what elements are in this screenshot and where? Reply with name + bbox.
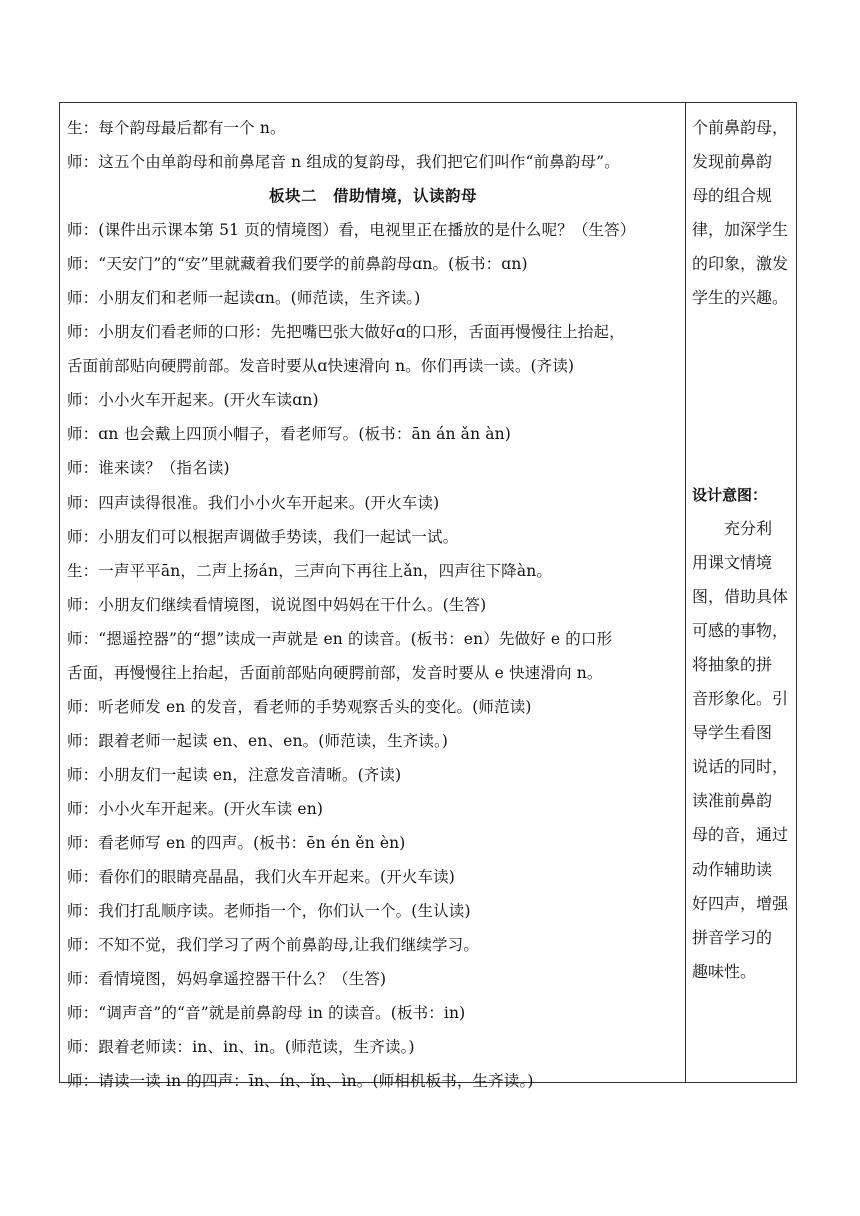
design-intent-title: 设计意图：	[692, 486, 768, 504]
dialogue-line: 师：听老师发 en 的发音，看老师的手势观察舌头的变化。(师范读)	[67, 697, 532, 716]
dialogue-line: 师：ɑn 也会戴上四顶小帽子，看老师写。(板书：ān án ǎn àn)	[67, 425, 512, 444]
design-intent-line: 图，借助具体	[692, 587, 789, 607]
lesson-table	[59, 102, 797, 1091]
design-intent-line: 好四声，增强	[692, 893, 789, 913]
dialogue-line: 师：小小火车开起来。(开火车读ɑn)	[67, 391, 319, 410]
design-note-line: 母的组合规	[692, 186, 773, 206]
design-intent-line: 趣味性。	[692, 961, 757, 981]
design-intent-line: 读准前鼻韵	[692, 791, 773, 811]
dialogue-line: 师：我们打乱顺序读。老师指一个，你们认一个。(生认读)	[67, 902, 471, 921]
dialogue-line: 师：四声读得很准。我们小小火车开起来。(开火车读)	[67, 493, 440, 512]
design-intent-first-line: 充分利	[724, 519, 773, 539]
dialogue-line: 师：小朋友们看老师的口形：先把嘴巴张大做好ɑ的口形，舌面再慢慢往上抬起，	[67, 323, 625, 342]
design-intent-line: 用课文情境	[692, 553, 773, 573]
column-divider	[685, 103, 686, 1082]
dialogue-line: 师：这五个由单韵母和前鼻尾音 n 组成的复韵母，我们把它们叫作“前鼻韵母”。	[67, 153, 620, 172]
design-notes-column-top	[692, 111, 792, 315]
dialogue-line: 师：“调声音”的“音”就是前鼻韵母 in 的读音。(板书：in)	[67, 1004, 466, 1023]
design-intent-line: 将抽象的拼	[692, 655, 773, 675]
design-intent-line: 动作辅助读	[692, 859, 773, 879]
dialogue-line: 师：看你们的眼睛亮晶晶，我们火车开起来。(开火车读)	[67, 868, 455, 887]
dialogue-line: 师：跟着老师读：in、in、in。(师范读，生齐读。)	[67, 1038, 415, 1057]
design-note-line: 个前鼻韵母，	[692, 118, 789, 137]
design-intent-line: 音形象化。引	[692, 689, 789, 709]
dialogue-line: 师：“天安门”的“安”里就藏着我们要学的前鼻韵母ɑn。(板书：ɑn)	[67, 255, 528, 274]
dialogue-line: 师：小朋友们和老师一起读ɑn。(师范读，生齐读。)	[67, 289, 421, 308]
design-intent-line: 导学生看图	[692, 723, 773, 743]
design-note-line: 的印象，激发	[692, 254, 789, 274]
design-intent-line: 可感的事物，	[692, 621, 789, 641]
dialogue-line: 师：看情境图，妈妈拿遥控器干什么？（生答)	[67, 970, 387, 989]
lesson-process-column	[67, 111, 679, 1098]
dialogue-line: 师：小朋友们可以根据声调做手势读，我们一起试一试。	[67, 527, 459, 546]
dialogue-line: 师：谁来读？（指名读)	[67, 459, 230, 478]
design-note-line: 发现前鼻韵	[692, 152, 773, 172]
dialogue-line: 师：看老师写 en 的四声。(板书：ēn én ěn èn)	[67, 833, 406, 852]
design-intent-line: 拼音学习的	[692, 927, 773, 947]
section-heading: 板块二 借助情境，认读韵母	[268, 187, 477, 206]
dialogue-line: 师：不知不觉，我们学习了两个前鼻韵母,让我们继续学习。	[67, 936, 479, 955]
design-notes-column-bottom	[692, 478, 792, 989]
dialogue-line: 舌面，再慢慢往上抬起，舌面前部贴向硬腭前部，发音时要从 e 快速滑向 n。	[67, 663, 603, 682]
dialogue-line: 师：“摁遥控器”的“摁”读成一声就是 en 的读音。(板书：en）先做好 e 的口形	[67, 629, 613, 648]
design-note-line: 学生的兴趣。	[692, 288, 789, 308]
dialogue-line: 生：每个韵母最后都有一个 n。	[67, 119, 286, 137]
design-intent-line: 母的音，通过	[692, 825, 789, 845]
dialogue-line: 生：一声平平ān，二声上扬án，三声向下再往上ǎn，四声往下降àn。	[67, 561, 552, 580]
dialogue-line: 师：请读一读 in 的四声：īn、ín、ǐn、ìn。(师相机板书，生齐读。)	[67, 1072, 534, 1091]
dialogue-line: 师：小朋友们继续看情境图，说说图中妈妈在干什么。(生答)	[67, 595, 487, 614]
dialogue-line: 师：(课件出示课本第 51 页的情境图）看，电视里正在播放的是什么呢？（生答）	[67, 221, 636, 240]
design-intent-line: 说话的同时，	[692, 757, 789, 777]
dialogue-line: 师：小朋友们一起读 en，注意发音清晰。(齐读)	[67, 765, 402, 784]
dialogue-line: 师：小小火车开起来。(开火车读 en)	[67, 799, 324, 818]
dialogue-line: 师：跟着老师一起读 en、en、en。(师范读，生齐读。)	[67, 731, 449, 750]
design-note-line: 律，加深学生	[692, 220, 789, 240]
dialogue-line: 舌面前部贴向硬腭前部。发音时要从ɑ快速滑向 n。你们再读一读。(齐读)	[67, 357, 575, 376]
